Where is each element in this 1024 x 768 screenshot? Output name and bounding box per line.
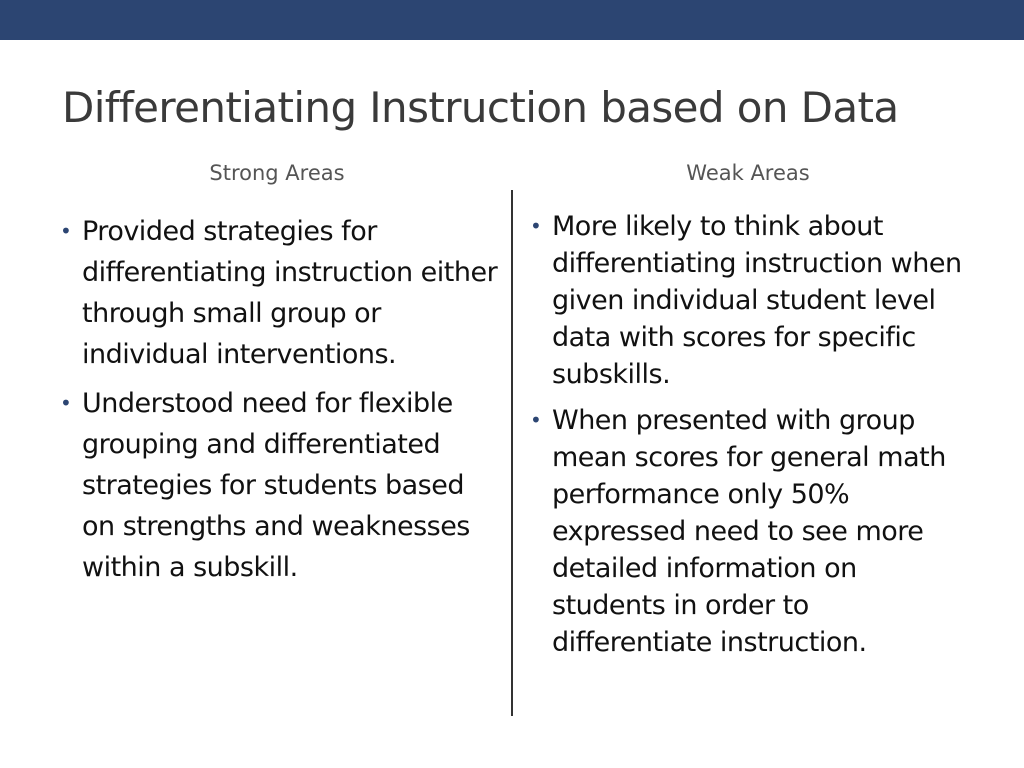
top-accent-bar bbox=[0, 0, 1024, 40]
weak-areas-list bbox=[530, 208, 970, 670]
bullet-icon: • bbox=[530, 214, 542, 238]
list-item bbox=[60, 383, 500, 588]
strong-areas-heading: Strong Areas bbox=[209, 161, 345, 185]
bullet-text: Understood need for flexible grouping and differentiated strategies for students based on strengths and weaknesses within a subskill. bbox=[82, 388, 470, 583]
bullet-text: More likely to think about differentiating instruction when given individual student level data with scores for specific subskills. bbox=[552, 211, 962, 390]
bullet-text: Provided strategies for differentiating instruction either through small group or individual interventions. bbox=[82, 216, 498, 370]
bullet-icon: • bbox=[60, 391, 72, 415]
slide-title: Differentiating Instruction based on Data bbox=[62, 83, 899, 132]
list-item bbox=[530, 208, 970, 393]
list-item bbox=[60, 211, 500, 375]
bullet-icon: • bbox=[530, 408, 542, 432]
strong-areas-list bbox=[60, 211, 500, 596]
list-item bbox=[530, 402, 970, 661]
bullet-icon: • bbox=[60, 219, 72, 243]
bullet-text: When presented with group mean scores for general math performance only 50% expressed need to see more detailed information on students in order to differentiate instruction. bbox=[552, 405, 946, 658]
column-divider bbox=[511, 190, 513, 716]
weak-areas-heading: Weak Areas bbox=[686, 161, 810, 185]
